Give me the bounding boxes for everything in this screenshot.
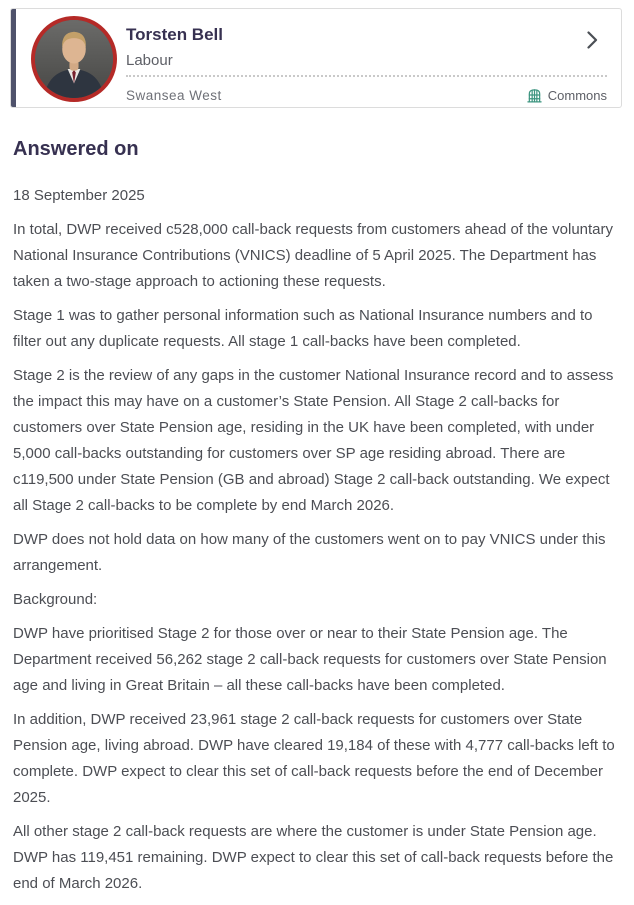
- answer-date: 18 September 2025: [13, 187, 145, 204]
- chevron-right-icon[interactable]: [587, 31, 598, 49]
- answer-paragraph: In addition, DWP received 23,961 stage 2 call-back requests for customers over State Pension age, living abroad. DWP have cleared 19,184 of these with 4,777 call-backs left to complete. DWP expect to clear this set of call-back requests before the end of December 2025.: [13, 711, 615, 806]
- answer-paragraph: Stage 2 is the review of any gaps in the customer National Insurance record and to assess the impact this may have on a customer’s State Pension. All Stage 2 call-backs for customers over State Pension age, residing in the UK have been completed, with under 5,000 call-backs outstanding for customers over SP age residing abroad. There are c119,500 under State Pension (GB and abroad) Stage 2 call-back outstanding. We expect all Stage 2 call-backs to be complete by end March 2026.: [13, 367, 614, 514]
- member-house: [527, 88, 607, 103]
- member-party: Labour: [126, 52, 173, 69]
- answer-paragraph: All other stage 2 call-back requests are where the customer is under State Pension age. DWP has 119,451 remaining. DWP expect to clear this set of call-back requests before the end of March 2026.: [13, 823, 614, 892]
- member-card-text: [126, 9, 607, 107]
- member-portrait-image: [35, 20, 113, 98]
- member-house-label: Commons: [547, 87, 607, 103]
- answer-paragraph: Background:: [13, 591, 98, 608]
- member-constituency: Swansea West: [126, 87, 222, 103]
- member-name: Torsten Bell: [126, 25, 223, 44]
- answer-section: [13, 138, 617, 905]
- answer-paragraph: In total, DWP received c528,000 call-back requests from customers ahead of the voluntary National Insurance Contributions (VNICS) deadline of 5 April 2025. The Department has taken a two-stage approach to actioning these requests.: [13, 221, 614, 290]
- member-card[interactable]: [10, 8, 622, 108]
- answer-paragraph: DWP does not hold data on how many of the customers went on to pay VNICS under this arrangement.: [13, 531, 606, 574]
- answer-paragraph: Stage 1 was to gather personal information such as National Insurance numbers and to filter out any duplicate requests. All stage 1 call-backs have been completed.: [13, 307, 593, 350]
- answer-paragraph: DWP have prioritised Stage 2 for those over or near to their State Pension age. The Department received 56,262 stage 2 call-back requests for customers over State Pension age and living in Great Britain – all these call-backs have been completed.: [13, 625, 607, 694]
- card-bottom-row: [126, 83, 607, 107]
- card-accent-bar: [11, 9, 16, 107]
- answered-on-heading: Answered on: [13, 138, 139, 160]
- member-photo: [31, 16, 117, 102]
- answer-body: [13, 183, 617, 897]
- card-divider: [126, 75, 607, 77]
- portcullis-icon: [527, 88, 542, 103]
